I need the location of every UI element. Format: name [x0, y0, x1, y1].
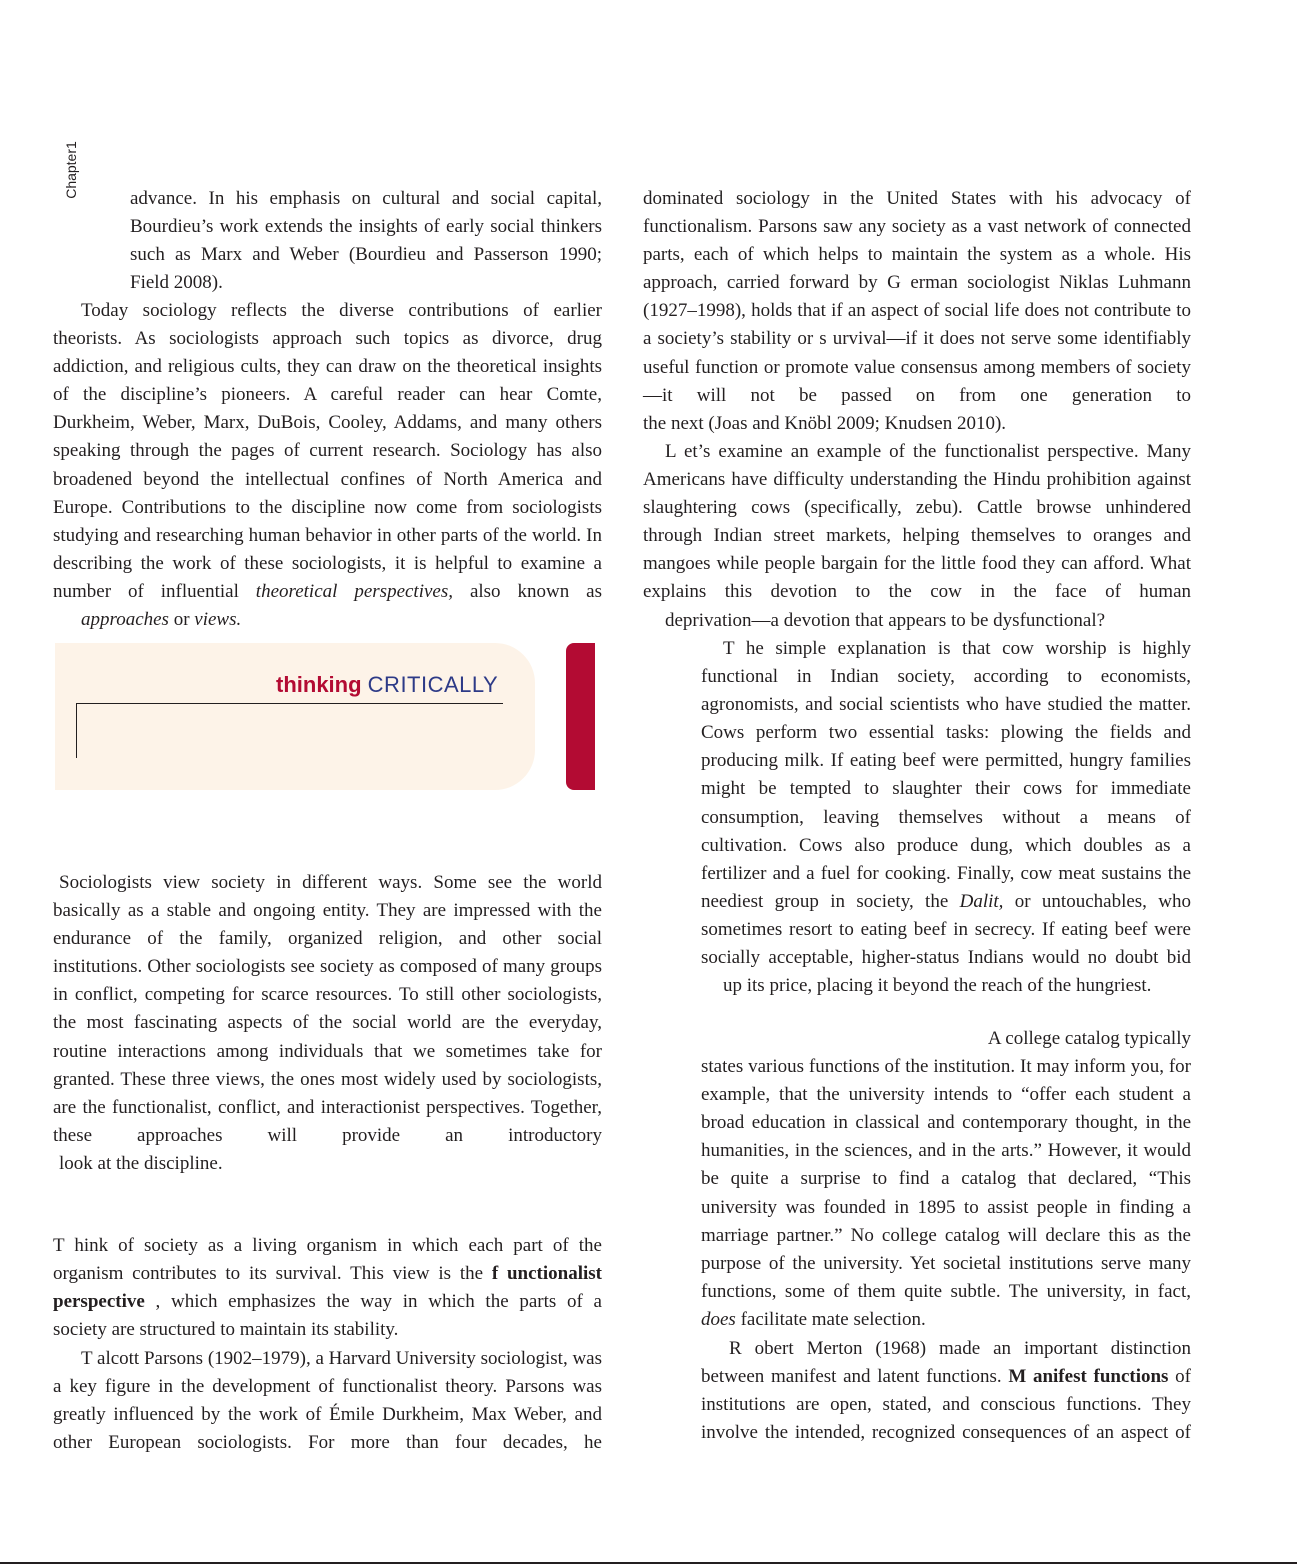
body-text: T alcott Parsons (1902–1979), a Harvard University sociologist, was a key figure in the development of functionalist theory. Parsons was greatly influenced by the work of Émile Durkheim, Max Weber, and other European sociologists. For more than four decades, he: [53, 1348, 603, 1454]
right-paragraph-parsons-cont: [643, 185, 1191, 438]
body-text: dominated sociology in the United States with his advocacy of functionalism. Parsons saw any society as a vast network of connected parts, each of which helps to maintain the system as a whole. His approach, carried forward by G erman sociologist Niklas Luhmann (1927–1998), holds that if an aspect of social life does not contribute to a society’s stability or s urvival—if it does not serve some identifiably useful function or promote value consensus among members of society—it will not be passed on from one generation to: [643, 188, 1191, 406]
left-paragraph-today-sociology: [53, 297, 602, 634]
chapter-label: Chapter1: [62, 141, 79, 199]
body-text: R obert Merton (1968) made an important distinction between manifest and latent functions.: [701, 1338, 1191, 1388]
critically-word: CRITICALLY: [367, 672, 499, 697]
callout-rule-vertical: [76, 703, 77, 758]
term-dalit: Dalit,: [959, 890, 1004, 912]
body-text: or untouchables, who sometimes resort to eating beef in secrecy. If eating beef were socially acceptable, higher-status Indians would no doubt bid: [701, 890, 1191, 969]
body-text: states various functions of the institution. It may inform you, for example, that the university intends to “offer each student a broad education in classical and contemporary thought, in the humanities, in the sciences, and in the arts.” However, it would be quite a surprise to find a catalog that declared, “This university was founded in 1895 to assist people in finding a marriage partner.” No college catalog will declare this as the purpose of the university. Yet societal institutions serve many functions, some of them quite subtle. The university, in fact,: [701, 1056, 1191, 1302]
key-term-functionalist: f unctionalist: [491, 1263, 602, 1285]
term-does: does: [701, 1308, 736, 1330]
thinking-critically-box: [55, 643, 535, 790]
last-line: [701, 1306, 1191, 1334]
left-paragraph-functionalist: [53, 1232, 602, 1344]
left-paragraph-views-society: [53, 869, 602, 1178]
quote-line: Field 2008).: [130, 272, 223, 294]
body-text: of institutions are open, stated, and conscious functions. They involve the intended, recognized consequences of an aspect of: [701, 1366, 1191, 1444]
right-paragraph-functionalist-example: [643, 438, 1191, 635]
right-paragraph-merton: [701, 1335, 1191, 1447]
callout-rule: [76, 703, 503, 704]
quote-line: advance. In his emphasis on cultural and social capital,: [130, 188, 602, 209]
body-text: T he simple explanation is that cow worship is highly functional in Indian society, according to economists, agronomists, and social scientists who have studied the matter. Cows perform two essential tasks: plowing the fields and producing milk. If eating beef were permitted, hungry families might be tempted to slaughter their cows for immediate consumption, leaving themselves without a means of cultivation. Cows also produce dung, which doubles as a fertilizer and a fuel for cooking. Finally, cow meat sustains the neediest group in society, the: [701, 638, 1191, 912]
body-text: T hink of society as a living organism in which each part of the organism contributes to its survival. This view is the: [53, 1235, 602, 1285]
key-term-theoretical-perspectives: theoretical perspectives,: [255, 580, 453, 602]
thinking-word: thinking: [276, 672, 362, 697]
right-paragraph-cow-worship: [701, 635, 1191, 1000]
last-line: look at the discipline.: [59, 1152, 223, 1174]
key-term-perspective: perspective: [53, 1291, 145, 1313]
last-line: up its price, placing it beyond the reach of the hungriest.: [723, 975, 1152, 997]
last-line: [53, 606, 602, 634]
running-head: [62, 140, 84, 200]
key-term-manifest-functions: M anifest functions: [1008, 1366, 1169, 1388]
first-line: A college catalog typically: [987, 1028, 1191, 1049]
quote-line: such as Marx and Weber (Bourdieu and Passerson 1990;: [130, 244, 602, 266]
last-line: deprivation—a devotion that appears to be dysfunctional?: [665, 609, 1106, 631]
body-text: facilitate mate selection.: [735, 1308, 926, 1330]
body-text: Sociologists view society in different ways. Some see the world basically as a stable and ongoing entity. They are impressed with the endurance of the family, organized religion, and other social institutions. Other sociologists see society as composed of many groups in conflict, competing for scarce resources. To still other sociologists, the most fascinating aspects of the social world are the everyday, routine interactions among individuals that we sometimes take for granted. These three views, the ones most widely used by sociologists, are the functionalist, conflict, and interactionist perspectives. Together, these approaches will provide an introductory: [53, 872, 602, 1146]
body-text: also known as: [453, 580, 602, 602]
right-paragraph-college-catalog: [701, 1025, 1191, 1334]
left-paragraph-quote-end: [130, 185, 602, 297]
body-text: L et’s examine an example of the functionalist perspective. Many Americans have difficulty understanding the Hindu prohibition against slaughtering cows (specifically, zebu). Cattle browse unhindered through Indian street markets, helping themselves to oranges and mangoes while people bargain for the little food they can afford. What explains this devotion to the cow in the face of human: [643, 441, 1191, 603]
term-views: views.: [194, 609, 242, 631]
thinking-critically-title: [276, 672, 498, 698]
term-approaches: approaches: [81, 609, 169, 631]
left-paragraph-parsons: [53, 1345, 602, 1457]
callout-tab: [566, 643, 595, 790]
last-line: the next (Joas and Knöbl 2009; Knudsen 2010).: [643, 412, 1007, 434]
body-text: or: [168, 609, 195, 631]
quote-line: Bourdieu’s work extends the insights of early social thinkers: [130, 216, 602, 238]
body-text: , which emphasizes the way in which the parts of a: [144, 1291, 602, 1313]
body-text: Today sociology reflects the diverse contributions of earlier theorists. As sociologists approach such topics as divorce, drug addiction, and religious cults, they can draw on the theoretical insights of the discipline’s pioneers. A careful reader can hear Comte, Durkheim, Weber, Marx, DuBois, Cooley, Addams, and many others speaking through the pages of current research. Sociology has also broadened beyond the intellectual confines of North America and Europe. Contributions to the discipline now come from sociologists studying and researching human behavior in other parts of the world. In describing the work of these sociologists, it is helpful to examine a number of influential: [53, 300, 602, 602]
last-line: society are structured to maintain its stability.: [53, 1319, 399, 1341]
page-bottom-rule: [0, 1562, 1297, 1564]
